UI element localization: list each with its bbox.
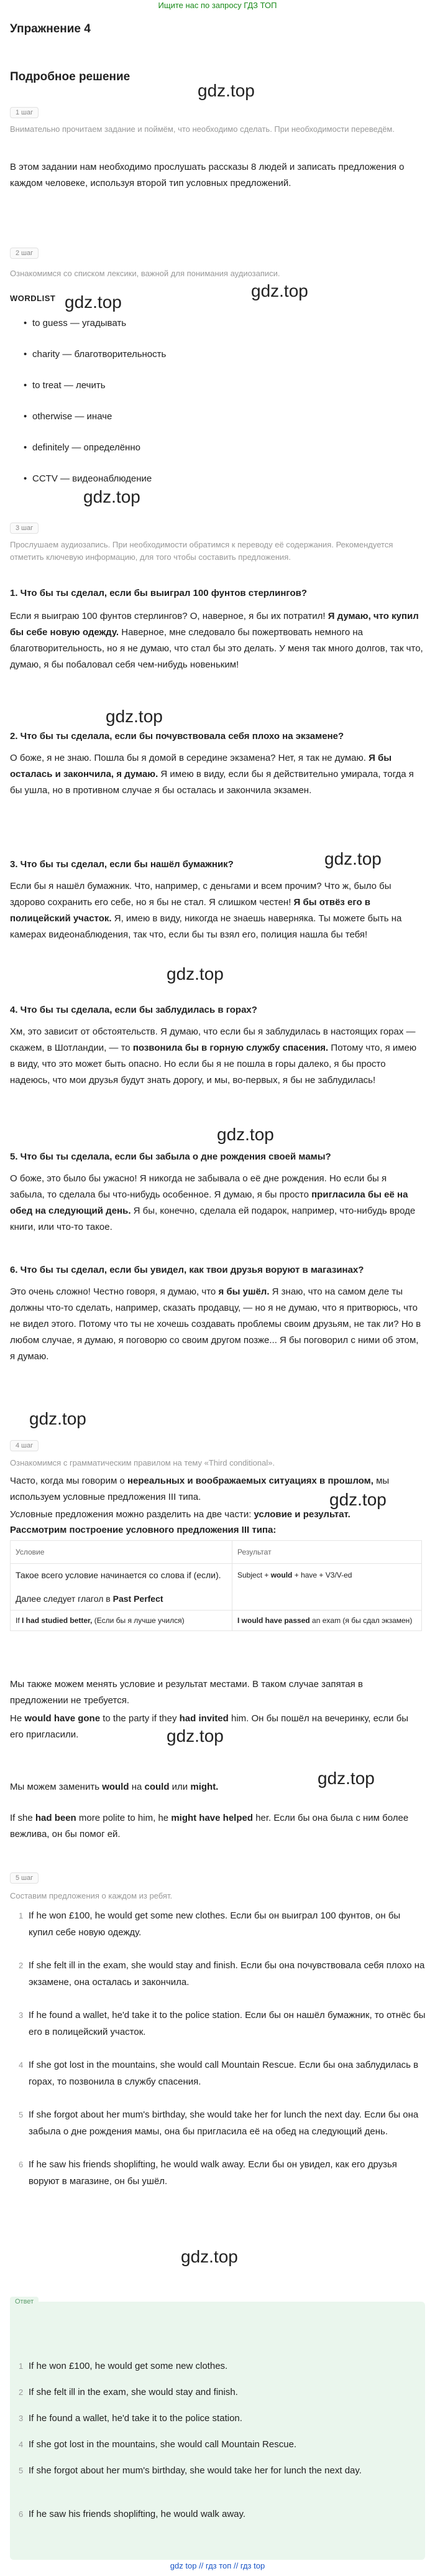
table-cell-result-rule: Subject + would + have + V3/V-ed <box>232 1564 422 1611</box>
answer-6: Это очень сложно! Честно говоря, я думаю, что я бы ушёл. Я знаю, что на самом деле ты должны что-то сделать, например, сказать продавцу, — но я не думаю, что я притворюсь, что не видел этого. Потому что ты не хочешь создавать проблемы своим друзьям, не так ли? Но в любом случае, я думаю, я поговорю со своим другом позже... Я бы поговорил с ними об этом, я думаю. <box>10 1286 421 1362</box>
list-item: 4 If she got lost in the mountains, she would call Mountain Rescue. <box>19 2439 297 2450</box>
footer-separator: // <box>233 2561 239 2570</box>
footer-link[interactable]: гдз топ <box>205 2561 232 2570</box>
watermark: gdz.top <box>181 2247 238 2266</box>
step1-text: В этом задании нам необходимо прослушать рассказы 8 людей и записать предложения о каждом человеке, используя второй тип условных предложений. <box>10 162 405 188</box>
footer-links <box>0 2561 435 2570</box>
table-header-result: Результат <box>232 1541 422 1564</box>
grammar-table <box>10 1540 422 1631</box>
top-banner-text[interactable]: Ищите нас по запросу ГДЗ ТОП <box>158 1 277 10</box>
wordlist-item: • definitely — определённо <box>10 442 166 473</box>
answer-2: О боже, я не знаю. Пошла бы я домой в середине экзамена? Нет, я так не думаю. Я бы осталась и закончила, я думаю. Я имею в виду, если бы я действительно умирала, тогда я бы ушла, но в противном случае я бы осталась и закончила экзамен. <box>10 753 414 796</box>
grammar-example-2: If she had been more polite to him, he might have helped her. Если бы она была с ним более вежлива, он бы помог ей. <box>10 1813 409 1839</box>
top-banner[interactable] <box>0 0 435 14</box>
question-6: 6. Что бы ты сделал, если бы увидел, как твои друзья воруют в магазинах? <box>10 1265 364 1275</box>
list-item: 1 If he won £100, he would get some new clothes. <box>19 2361 228 2371</box>
grammar-swap-note: Мы также можем менять условие и результат местами. В таком случае запятая в предложении не требуется. <box>10 1679 363 1706</box>
wordlist-title: WORDLIST <box>10 294 56 303</box>
watermark: gdz.top <box>29 1409 86 1428</box>
step4-hint: Ознакомимся с грамматическим правилом на тему «Third conditional». <box>10 1458 275 1467</box>
watermark: gdz.top <box>167 964 224 983</box>
watermark: gdz.top <box>198 81 255 100</box>
watermark: gdz.top <box>251 281 308 300</box>
step-badge-4: 4 шаг <box>10 1440 39 1451</box>
page-title: Упражнение 4 <box>10 22 91 35</box>
wordlist-item: • to guess — угадывать <box>10 317 166 348</box>
page-subtitle: Подробное решение <box>10 70 130 83</box>
wordlist <box>10 317 166 504</box>
step2-hint: Ознакомимся со списком лексики, важной для понимания аудиозаписи. <box>10 269 280 278</box>
answer-1: Если я выиграю 100 фунтов стерлингов? О, наверное, я бы их потратил! Я думаю, что купил бы себе новую одежду. Наверное, мне следовало бы пожертвовать немного на благотворительность, но я не думаю, что стал бы это делать. У меня так много долгов, так что, думаю, я бы побаловал себя чем-нибудь новеньким! <box>10 611 423 670</box>
list-item: 1 If he won £100, he would get some new clothes. Если бы он выиграл 100 фунтов, он бы купил себе новую одежду. <box>19 1910 401 1938</box>
answer-4: Хм, это зависит от обстоятельств. Я думаю, что если бы я заблудилась в настоящих горах — скажем, в Шотландии, — то позвонила бы в горную службу спасения. Потому что, я имею в виду, что это может быть опасно. Но если бы я не пошла в горы далеко, я бы просто надеюсь, что мои друзья будут знать дорогу, и мы, во-первых, я бы не заблудилась! <box>10 1026 417 1086</box>
step1-hint: Внимательно прочитаем задание и поймём, что необходимо сделать. При необходимости переведём. <box>10 124 395 134</box>
list-item: 4 If she got lost in the mountains, she would call Mountain Rescue. Если бы она заблудилась в горах, то позвонила в службу спасения. <box>19 2060 419 2087</box>
footer-separator: // <box>199 2561 204 2570</box>
watermark: gdz.top <box>329 1490 387 1509</box>
answer-5: О боже, это было бы ужасно! Я никогда не забывала о её дне рождения. Но если бы я забыла, то сделала бы что-нибудь особенное. Я думаю, я бы просто пригласила бы её на обед на следующий день. Я бы, конечно, сделала ей подарок, например, что-нибудь вроде книги, или что-то такое. <box>10 1173 416 1232</box>
answer-3: Если бы я нашёл бумажник. Что, например, с деньгами и всем прочим? Что ж, было бы здорово сохранить его себе, но я бы не стал. Я слишком честен! Я бы отвёз его в полицейский участок. Я, имею в виду, никогда не знаешь наверняка. Ты можете быть на камерах видеонаблюдения, так что, если бы ты взял его, полиция нашла бы тебя! <box>10 881 402 940</box>
list-item: 2 If she felt ill in the exam, she would stay and finish. <box>19 2387 238 2397</box>
answer-list <box>10 2358 426 2532</box>
step-badge-5: 5 шаг <box>10 1872 39 1884</box>
question-4: 4. Что бы ты сделала, если бы заблудилась в горах? <box>10 1005 257 1015</box>
grammar-example-1: He would have gone to the party if they had invited him. Он бы пошёл на вечеринку, если бы его пригласили. <box>10 1713 409 1740</box>
question-3: 3. Что бы ты сделал, если бы нашёл бумажник? <box>10 859 234 870</box>
question-5: 5. Что бы ты сделала, если бы забыла о дне рождения своей мамы? <box>10 1151 331 1162</box>
list-item: 2 If she felt ill in the exam, she would stay and finish. Если бы она почувствовала себя плохо на экзамене, она осталась и закончила. <box>19 1960 425 1988</box>
grammar-modals-note: Мы можем заменить would на could или might. <box>10 1782 219 1792</box>
answer-label: Ответ <box>10 2297 39 2307</box>
watermark: gdz.top <box>217 1125 274 1144</box>
step-badge-1: 1 шаг <box>10 107 39 118</box>
grammar-structure-heading: Рассмотрим построение условного предложения III типа: <box>10 1525 277 1535</box>
watermark: gdz.top <box>65 292 122 312</box>
watermark: gdz.top <box>106 707 163 726</box>
wordlist-item: • otherwise — иначе <box>10 411 166 442</box>
watermark: gdz.top <box>83 487 140 506</box>
list-item: 6 If he saw his friends shoplifting, he would walk away. <box>19 2509 246 2519</box>
table-cell-condition-example: If I had studied better, (Если бы я лучше учился) <box>11 1611 232 1631</box>
watermark: gdz.top <box>167 1726 224 1746</box>
list-item: 3 If he found a wallet, he'd take it to the police station. <box>19 2413 242 2424</box>
list-item: 3 If he found a wallet, he'd take it to the police station. Если бы он нашёл бумажник, то отнёс бы его в полицейский участок. <box>19 2010 426 2037</box>
footer-link[interactable]: gdz top <box>170 2561 197 2570</box>
footer-link[interactable]: гдз top <box>240 2561 265 2570</box>
step-badge-3: 3 шаг <box>10 523 39 534</box>
table-cell-condition-rule: Такое всего условие начинается со слова if (если). Далее следует глагол в Past Perfect <box>11 1564 232 1611</box>
grammar-parts: Условные предложения можно разделить на две части: условие и результат. <box>10 1509 350 1520</box>
wordlist-item: • charity — благотворительность <box>10 348 166 379</box>
table-cell-result-example: I would have passed an exam (я бы сдал экзамен) <box>232 1611 422 1631</box>
question-2: 2. Что бы ты сделала, если бы почувствовала себя плохо на экзамене? <box>10 731 344 742</box>
watermark: gdz.top <box>318 1769 375 1788</box>
step-badge-2: 2 шаг <box>10 248 39 259</box>
list-item: 5 If she forgot about her mum's birthday, she would take her for lunch the next day. Если бы она забыла о дне рождения мамы, она бы пригласила её на обед на следующий день. <box>19 2109 419 2137</box>
sentence-list <box>10 1907 426 2206</box>
wordlist-item: • CCTV — видеонаблюдение <box>10 473 166 504</box>
list-item: 5 If she forgot about her mum's birthday, she would take her for lunch the next day. <box>19 2465 362 2476</box>
step5-hint: Составим предложения о каждом из ребят. <box>10 1891 173 1900</box>
wordlist-item: • to treat — лечить <box>10 379 166 411</box>
table-header-condition: Условие <box>11 1541 232 1564</box>
grammar-intro: Часто, когда мы говорим о нереальных и воображаемых ситуациях в прошлом, мы используем условные предложения III типа. <box>10 1476 390 1502</box>
step3-hint: Прослушаем аудиозапись. При необходимости обратимся к переводу её содержания. Рекомендуется отметить ключевую информацию, для того чтобы составить предложения. <box>10 540 393 562</box>
watermark: gdz.top <box>324 849 382 868</box>
list-item: 6 If he saw his friends shoplifting, he would walk away. Если бы он увидел, как его друзья воруют в магазине, он бы ушёл. <box>19 2159 397 2187</box>
question-1: 1. Что бы ты сделал, если бы выиграл 100 фунтов стерлингов? <box>10 588 308 598</box>
